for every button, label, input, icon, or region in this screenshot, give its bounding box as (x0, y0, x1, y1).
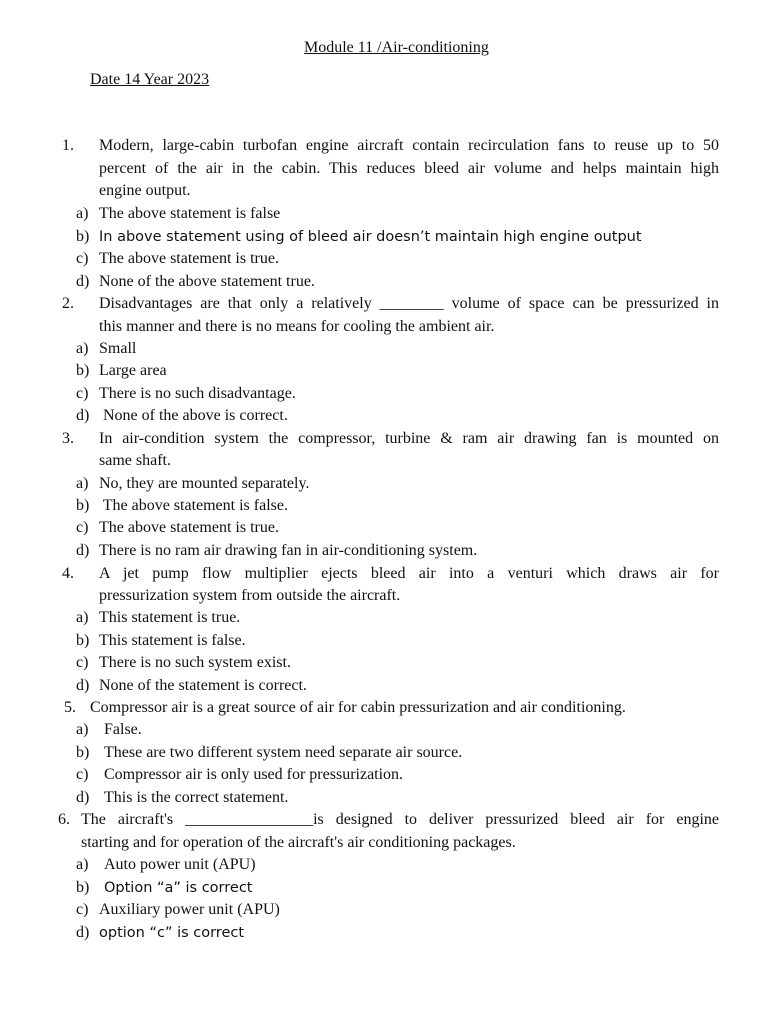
option-letter: b) (76, 879, 90, 896)
option-text: These are two different system need separate air source. (104, 744, 463, 761)
option-text: There is no ram air drawing fan in air-conditioning system. (99, 542, 478, 559)
option-text: None of the above statement true. (99, 273, 315, 290)
option-letter: c) (76, 385, 89, 402)
option-text: option “c” is correct (99, 925, 245, 941)
option-letter: c) (76, 519, 89, 536)
option-text: Small (99, 340, 137, 357)
question-text-line: same shaft. (99, 452, 171, 469)
question-text-line: Disadvantages are that only a relatively ________ volume of space can be pressurized in (99, 295, 719, 312)
option-letter: b) (76, 744, 90, 761)
document-title: Module 11 /Air-conditioning (304, 39, 489, 56)
option-letter: a) (76, 205, 89, 222)
option-text: The above statement is false. (99, 497, 288, 514)
option-letter: b) (76, 497, 90, 514)
question-text-line: starting and for operation of the aircraft's air conditioning packages. (81, 834, 516, 851)
option-text: Auxiliary power unit (APU) (99, 901, 280, 918)
option-text: Large area (99, 362, 167, 379)
question-number: 6. (58, 811, 70, 828)
option-text: Compressor air is only used for pressurization. (104, 766, 404, 783)
option-letter: d) (76, 789, 90, 806)
option-text: This is the correct statement. (104, 789, 289, 806)
question-number: 5. (64, 699, 76, 716)
question-text-line: engine output. (99, 182, 191, 199)
option-text: The above statement is true. (99, 250, 279, 267)
option-text: This statement is true. (99, 609, 241, 626)
option-letter: d) (76, 407, 90, 424)
question-number: 2. (62, 295, 74, 312)
option-text: This statement is false. (99, 632, 246, 649)
option-text: No, they are mounted separately. (99, 475, 310, 492)
option-letter: d) (76, 273, 90, 290)
option-letter: c) (76, 654, 89, 671)
option-text: False. (104, 721, 142, 738)
option-letter: d) (76, 542, 90, 559)
option-letter: d) (76, 677, 90, 694)
option-letter: a) (76, 721, 89, 738)
option-text: The above statement is true. (99, 519, 279, 536)
option-text: Option “a” is correct (104, 880, 253, 896)
question-text-line: In air-condition system the compressor, turbine & ram air drawing fan is mounted on (99, 430, 719, 447)
option-text: There is no such disadvantage. (99, 385, 296, 402)
option-letter: c) (76, 766, 89, 783)
option-letter: d) (76, 924, 90, 941)
option-letter: c) (76, 901, 89, 918)
option-letter: b) (76, 362, 90, 379)
option-text: There is no such system exist. (99, 654, 291, 671)
option-letter: a) (76, 856, 89, 873)
question-number: 3. (62, 430, 74, 447)
question-text-line: this manner and there is no means for cooling the ambient air. (99, 318, 495, 335)
option-text: In above statement using of bleed air doesn’t maintain high engine output (99, 229, 642, 245)
question-text-line: percent of the air in the cabin. This reduces bleed air volume and helps maintain high (99, 160, 719, 177)
option-letter: a) (76, 475, 89, 492)
option-text: None of the statement is correct. (99, 677, 307, 694)
option-letter: b) (76, 228, 90, 245)
question-text-line: pressurization system from outside the aircraft. (99, 587, 401, 604)
document-date: Date 14 Year 2023 (90, 71, 210, 88)
question-text-line: Compressor air is a great source of air for cabin pressurization and air conditioning. (90, 699, 626, 716)
question-number: 4. (62, 565, 74, 582)
question-text-line: Modern, large-cabin turbofan engine aircraft contain recirculation fans to reuse up to 50 (99, 137, 719, 154)
question-text-line: A jet pump flow multiplier ejects bleed air into a venturi which draws air for (99, 565, 719, 582)
question-number: 1. (62, 137, 74, 154)
option-text: Auto power unit (APU) (104, 856, 256, 873)
option-text: None of the above is correct. (99, 407, 288, 424)
question-text-line: The aircraft's ________________is designed to deliver pressurized bleed air for engine (81, 811, 719, 828)
option-letter: a) (76, 609, 89, 626)
option-letter: a) (76, 340, 89, 357)
option-letter: b) (76, 632, 90, 649)
option-letter: c) (76, 250, 89, 267)
option-text: The above statement is false (99, 205, 281, 222)
